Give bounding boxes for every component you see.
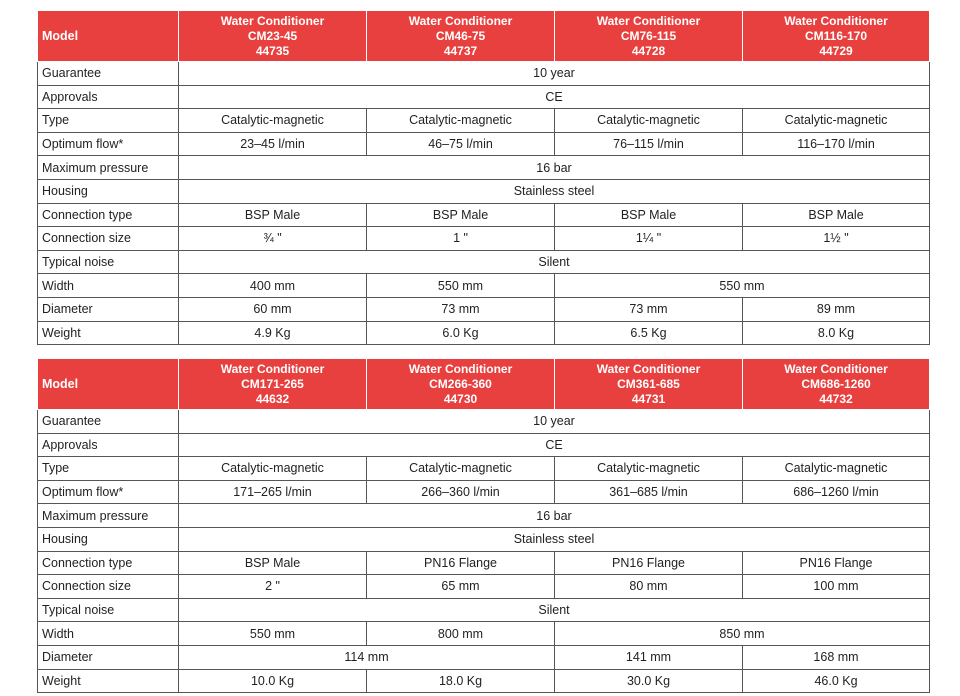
model-code: CM116-170 xyxy=(804,28,868,43)
row-label: Approvals xyxy=(38,433,179,457)
model-number: 44729 xyxy=(819,43,853,58)
table-cell: 116–170 l/min xyxy=(743,132,930,156)
table-cell: 4.9 Kg xyxy=(179,321,367,345)
row-label: Width xyxy=(38,622,179,646)
row-label: Approvals xyxy=(38,85,179,109)
header-row xyxy=(38,11,930,62)
spec-table-1 xyxy=(37,10,930,345)
table-cell: 80 mm xyxy=(555,575,743,599)
table-cell: PN16 Flange xyxy=(555,551,743,575)
table-cell: BSP Male xyxy=(179,203,367,227)
model-number: 44730 xyxy=(443,391,478,406)
row-label: Housing xyxy=(38,179,179,203)
table-cell: 6.0 Kg xyxy=(367,321,555,345)
table-cell: 686–1260 l/min xyxy=(743,480,930,504)
table-row xyxy=(38,433,930,457)
row-label: Optimum flow* xyxy=(38,132,179,156)
table-row xyxy=(38,62,930,86)
table-cell: 16 bar xyxy=(179,156,930,180)
model-title: Water Conditioner xyxy=(408,361,513,376)
row-label: Weight xyxy=(38,321,179,345)
row-label: Optimum flow* xyxy=(38,480,179,504)
table-cell: PN16 Flange xyxy=(743,551,930,575)
header-row xyxy=(38,359,930,410)
model-code: CM266-360 xyxy=(429,376,492,391)
model-title: Water Conditioner xyxy=(596,13,701,28)
table-cell: 18.0 Kg xyxy=(367,669,555,693)
table-cell: CE xyxy=(179,85,930,109)
table-cell: 65 mm xyxy=(367,575,555,599)
model-number: 44737 xyxy=(443,43,478,58)
table-cell: BSP Male xyxy=(743,203,930,227)
row-label: Typical noise xyxy=(38,598,179,622)
table-row xyxy=(38,156,930,180)
table-cell: 8.0 Kg xyxy=(743,321,930,345)
row-label: Maximum pressure xyxy=(38,156,179,180)
model-number: 44632 xyxy=(255,391,290,406)
row-label: Typical noise xyxy=(38,250,179,274)
row-label: Maximum pressure xyxy=(38,504,179,528)
table-cell: 73 mm xyxy=(555,297,743,321)
table-cell: Catalytic-magnetic xyxy=(367,109,555,133)
table-row xyxy=(38,250,930,274)
table-cell: 1½ " xyxy=(743,227,930,251)
model-title: Water Conditioner xyxy=(220,13,325,28)
table-cell: 1¼ " xyxy=(555,227,743,251)
table-cell: 10 year xyxy=(179,410,930,434)
row-label: Weight xyxy=(38,669,179,693)
table-cell: 46–75 l/min xyxy=(367,132,555,156)
table-row xyxy=(38,669,930,693)
row-label: Housing xyxy=(38,527,179,551)
table-row xyxy=(38,551,930,575)
model-title: Water Conditioner xyxy=(408,13,513,28)
model-code: CM171-265 xyxy=(241,376,304,391)
model-column-header xyxy=(555,11,743,62)
spec-table-1-body xyxy=(38,11,930,345)
table-cell: 550 mm xyxy=(555,274,930,298)
table-row xyxy=(38,598,930,622)
table-row xyxy=(38,480,930,504)
table-cell: 46.0 Kg xyxy=(743,669,930,693)
table-cell: 171–265 l/min xyxy=(179,480,367,504)
model-column-header xyxy=(743,359,930,410)
model-code: CM361-685 xyxy=(617,376,680,391)
model-number: 44732 xyxy=(819,391,853,406)
table-cell: BSP Male xyxy=(555,203,743,227)
table-cell: PN16 Flange xyxy=(367,551,555,575)
model-code: CM23-45 xyxy=(247,28,298,43)
table-cell: 60 mm xyxy=(179,297,367,321)
table-cell: 141 mm xyxy=(555,645,743,669)
model-column-header xyxy=(179,359,367,410)
table-cell: Silent xyxy=(179,598,930,622)
table-cell: 361–685 l/min xyxy=(555,480,743,504)
table-cell: 76–115 l/min xyxy=(555,132,743,156)
table-cell: Catalytic-magnetic xyxy=(743,109,930,133)
row-label: Connection type xyxy=(38,551,179,575)
table-cell: Catalytic-magnetic xyxy=(367,457,555,481)
row-label: Type xyxy=(38,109,179,133)
model-column-header xyxy=(367,359,555,410)
table-cell: 114 mm xyxy=(179,645,555,669)
table-cell: 30.0 Kg xyxy=(555,669,743,693)
table-row xyxy=(38,227,930,251)
table-cell: 6.5 Kg xyxy=(555,321,743,345)
row-label: Connection size xyxy=(38,227,179,251)
model-header: Model xyxy=(38,11,179,62)
model-column-header xyxy=(743,11,930,62)
model-title: Water Conditioner xyxy=(220,361,325,376)
table-row xyxy=(38,410,930,434)
table-cell: 800 mm xyxy=(367,622,555,646)
model-number: 44728 xyxy=(631,43,666,58)
table-row xyxy=(38,622,930,646)
model-code: CM46-75 xyxy=(435,28,486,43)
table-cell: 23–45 l/min xyxy=(179,132,367,156)
table-row xyxy=(38,645,930,669)
table-cell: ¾ " xyxy=(179,227,367,251)
table-row xyxy=(38,504,930,528)
table-cell: BSP Male xyxy=(179,551,367,575)
table-cell: 2 " xyxy=(179,575,367,599)
model-header: Model xyxy=(38,359,179,410)
table-cell: Stainless steel xyxy=(179,527,930,551)
table-cell: 850 mm xyxy=(555,622,930,646)
table-row xyxy=(38,85,930,109)
row-label: Guarantee xyxy=(38,410,179,434)
table-cell: Silent xyxy=(179,250,930,274)
table-cell: 16 bar xyxy=(179,504,930,528)
table-row xyxy=(38,297,930,321)
row-label: Type xyxy=(38,457,179,481)
row-label: Guarantee xyxy=(38,62,179,86)
row-label: Diameter xyxy=(38,297,179,321)
row-label: Diameter xyxy=(38,645,179,669)
table-cell: 1 " xyxy=(367,227,555,251)
table-cell: 550 mm xyxy=(367,274,555,298)
row-label: Width xyxy=(38,274,179,298)
model-title: Water Conditioner xyxy=(784,13,888,28)
model-code: CM686-1260 xyxy=(801,376,871,391)
table-cell: 550 mm xyxy=(179,622,367,646)
table-cell: 10.0 Kg xyxy=(179,669,367,693)
table-cell: 89 mm xyxy=(743,297,930,321)
table-cell: Stainless steel xyxy=(179,179,930,203)
table-cell: 266–360 l/min xyxy=(367,480,555,504)
model-column-header xyxy=(367,11,555,62)
table-cell: 168 mm xyxy=(743,645,930,669)
table-cell: 100 mm xyxy=(743,575,930,599)
table-cell: Catalytic-magnetic xyxy=(179,457,367,481)
table-cell: Catalytic-magnetic xyxy=(743,457,930,481)
table-cell: Catalytic-magnetic xyxy=(179,109,367,133)
table-cell: 73 mm xyxy=(367,297,555,321)
table-row xyxy=(38,527,930,551)
model-column-header xyxy=(555,359,743,410)
table-row xyxy=(38,457,930,481)
table-cell: 10 year xyxy=(179,62,930,86)
model-code: CM76-115 xyxy=(620,28,677,43)
table-row xyxy=(38,179,930,203)
model-title: Water Conditioner xyxy=(784,361,888,376)
table-cell: Catalytic-magnetic xyxy=(555,457,743,481)
table-row xyxy=(38,109,930,133)
model-column-header xyxy=(179,11,367,62)
model-number: 44735 xyxy=(255,43,290,58)
table-cell: BSP Male xyxy=(367,203,555,227)
table-row xyxy=(38,274,930,298)
table-row xyxy=(38,321,930,345)
model-number: 44731 xyxy=(631,391,666,406)
table-row xyxy=(38,203,930,227)
table-row xyxy=(38,132,930,156)
table-cell: CE xyxy=(179,433,930,457)
table-cell: 400 mm xyxy=(179,274,367,298)
row-label: Connection type xyxy=(38,203,179,227)
spec-table-2-body xyxy=(38,359,930,693)
table-cell: Catalytic-magnetic xyxy=(555,109,743,133)
table-row xyxy=(38,575,930,599)
spec-table-2 xyxy=(37,358,930,693)
model-title: Water Conditioner xyxy=(596,361,701,376)
row-label: Connection size xyxy=(38,575,179,599)
